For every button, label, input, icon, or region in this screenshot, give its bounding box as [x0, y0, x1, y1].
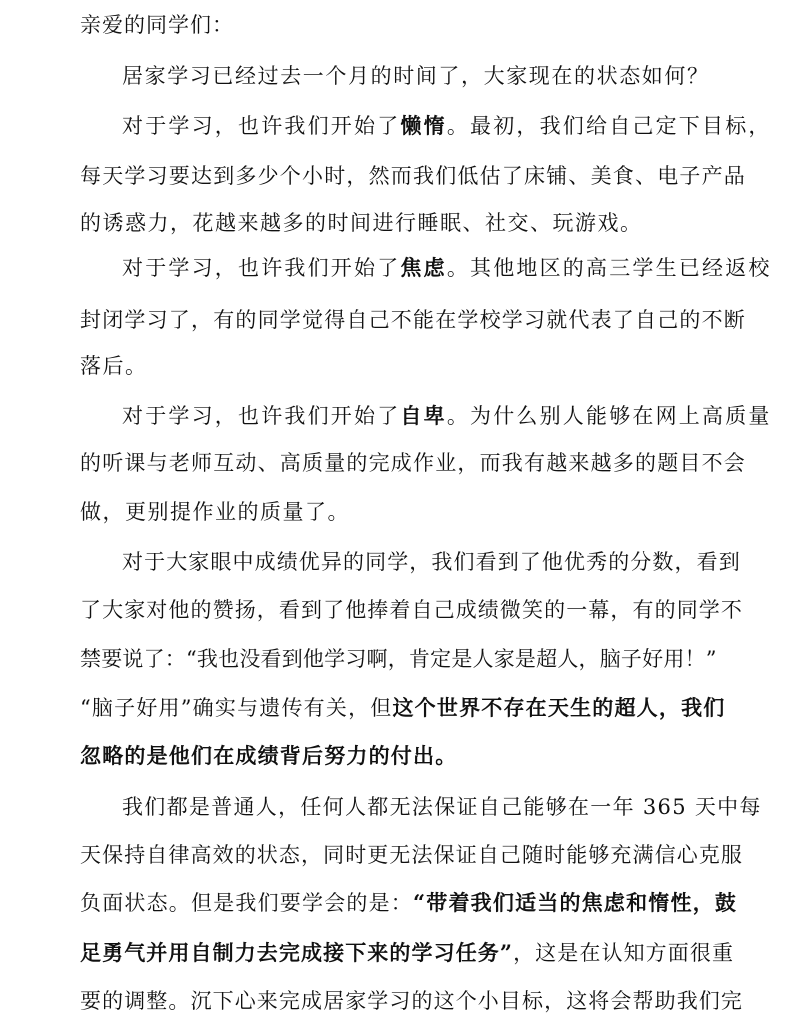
salutation: 亲爱的同学们： — [80, 13, 234, 37]
paragraph-3-line-1 — [0, 243, 800, 293]
paragraph-5-line-4-bold: 这个世界不存在天生的超人，我们 — [392, 695, 726, 720]
salutation-line — [0, 0, 800, 50]
paragraph-2-line-3-text: 的诱惑力，花越来越多的时间进行睡眠、社交、玩游戏。 — [80, 211, 643, 235]
paragraph-4-line-1 — [0, 391, 800, 441]
paragraph-4-rest: 。为什么别人能够在网上高质量 — [446, 404, 772, 428]
paragraph-4-line-3-text: 做，更别提作业的质量了。 — [80, 500, 350, 524]
paragraph-6-line-4-normal: ，这是在认知方面很重 — [513, 941, 735, 965]
paragraph-5-line-5 — [0, 731, 800, 781]
paragraph-2-line-1 — [0, 101, 800, 151]
paragraph-6-line-5 — [0, 976, 800, 1026]
paragraph-5-line-4-normal: “脑子好用”确实与遗传有关，但 — [80, 696, 393, 720]
paragraph-6-line-3 — [0, 878, 800, 928]
paragraph-2-rest: 。最初，我们给自己定下目标， — [446, 114, 772, 138]
paragraph-4-line-3 — [0, 487, 800, 537]
paragraph-5-line-3 — [0, 634, 800, 684]
paragraph-3-line-2 — [0, 295, 800, 345]
keyword-anxiety: 焦虑 — [400, 255, 447, 280]
paragraph-5-line-4 — [0, 683, 800, 733]
paragraph-2-line-2 — [0, 151, 800, 201]
paragraph-3-line-3 — [0, 341, 800, 391]
keyword-lazy: 懒惰 — [400, 113, 447, 138]
paragraph-6-line-4-bold: 足勇气并用自制力去完成接下来的学习任务” — [80, 940, 514, 965]
paragraph-3-rest: 。其他地区的高三学生已经返校 — [446, 256, 772, 280]
paragraph-2-line-3 — [0, 198, 800, 248]
paragraph-6-line-1 — [0, 782, 800, 832]
paragraph-5-line-3-text: 禁要说了：“我也没看到他学习啊，肯定是人家是超人，脑子好用！” — [80, 647, 717, 671]
paragraph-6-line-2-text: 天保持自律高效的状态，同时更无法保证自己随时能够充满信心克服 — [80, 843, 743, 867]
paragraph-3-lead: 对于学习，也许我们开始了 — [122, 256, 401, 280]
paragraph-1-text: 居家学习已经过去一个月的时间了，大家现在的状态如何？ — [122, 64, 710, 88]
paragraph-6-line-4 — [0, 928, 800, 978]
paragraph-5-line-2 — [0, 585, 800, 635]
paragraph-5-line-1 — [0, 537, 800, 587]
paragraph-5-line-1-text: 对于大家眼中成绩优异的同学，我们看到了他优秀的分数，看到 — [122, 550, 741, 574]
paragraph-6-line-3-bold: “带着我们适当的焦虑和惰性，鼓 — [413, 890, 738, 915]
paragraph-2-line-2-text: 每天学习要达到多少个小时，然而我们低估了床铺、美食、电子产品 — [80, 164, 746, 188]
paragraph-1-line-1 — [0, 51, 800, 101]
keyword-inferiority: 自卑 — [400, 403, 447, 428]
paragraph-6-line-1-text: 我们都是普通人，任何人都无法保证自己能够在一年 365 天中每 — [122, 795, 762, 819]
paragraph-4-line-2-text: 的听课与老师互动、高质量的完成作业，而我有越来越多的题目不会 — [80, 451, 746, 475]
paragraph-2-lead: 对于学习，也许我们开始了 — [122, 114, 401, 138]
paragraph-5-line-5-bold: 忽略的是他们在成绩背后努力的付出。 — [80, 743, 458, 768]
paragraph-6-line-3-normal: 负面状态。但是我们要学会的是： — [80, 891, 413, 915]
paragraph-3-line-3-text: 落后。 — [80, 354, 148, 378]
paragraph-4-line-2 — [0, 438, 800, 488]
paragraph-3-line-2-text: 封闭学习了，有的同学觉得自己不能在学校学习就代表了自己的不断 — [80, 308, 746, 332]
paragraph-6-line-2 — [0, 830, 800, 880]
paragraph-6-line-5-text: 要的调整。沉下心来完成居家学习的这个小目标，这将会帮助我们完 — [80, 989, 743, 1013]
paragraph-5-line-2-text: 了大家对他的赞扬，看到了他捧着自己成绩微笑的一幕，有的同学不 — [80, 598, 743, 622]
paragraph-4-lead: 对于学习，也许我们开始了 — [122, 404, 401, 428]
